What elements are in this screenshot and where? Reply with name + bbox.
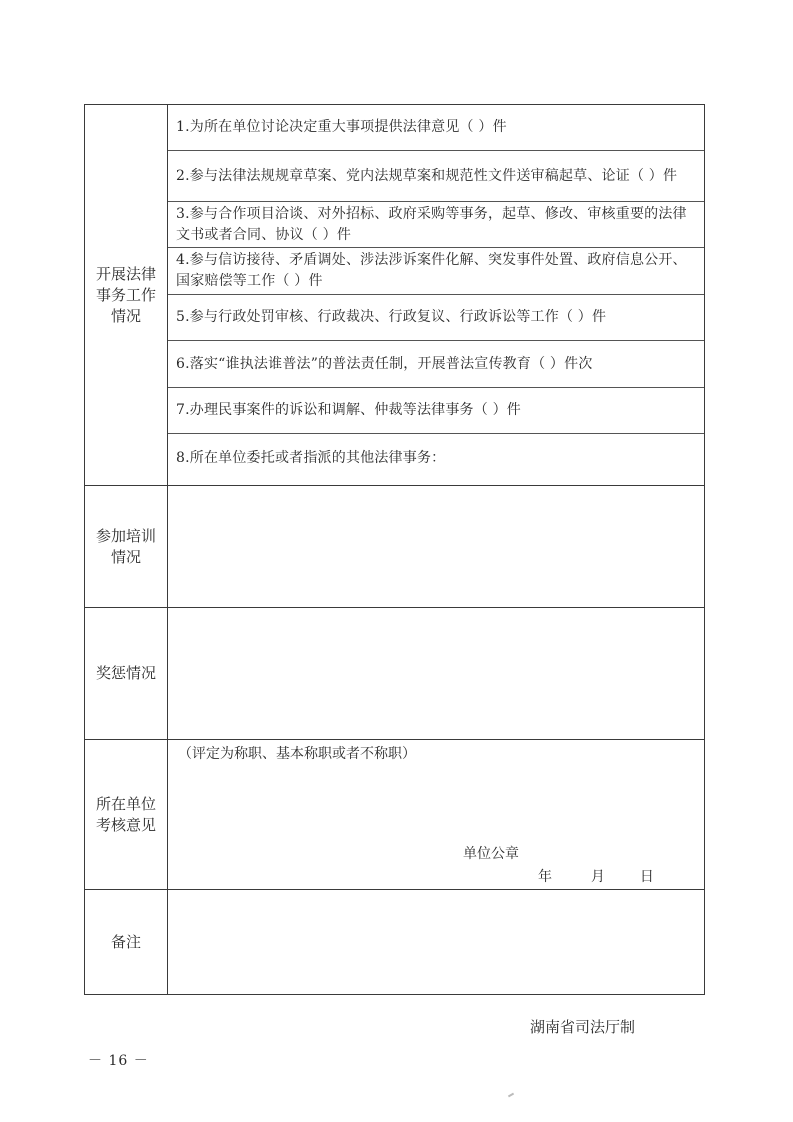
work-item-5: 5.参与行政处罚审核、行政裁决、行政复议、行政诉讼等工作（ ）件 [168, 295, 704, 341]
year-label: 年 [538, 869, 552, 885]
work-item-2: 2.参与法律法规规章草案、党内法规草案和规范性文件送审稿起草、论证（ ）件 [168, 151, 704, 202]
reward-content [168, 608, 704, 739]
day-label: 日 [639, 869, 654, 885]
remarks-content [168, 890, 704, 994]
reward-section-label: 奖惩情况 [95, 664, 156, 682]
work-item-7: 7.办理民事案件的诉讼和调解、仲裁等法律事务（ ）件 [168, 388, 704, 434]
work-item-1: 1.为所在单位讨论决定重大事项提供法律意见（ ）件 [168, 105, 704, 151]
work-section [85, 105, 704, 486]
work-items [168, 105, 704, 485]
work-item-3: 3.参与合作项目洽谈、对外招标、政府采购等事务，起草、修改、审核重要的法律文书或者合同、协议（ ）件 [168, 202, 704, 248]
reward-section-label-cell [85, 608, 168, 739]
date-line [538, 866, 654, 886]
work-item-6: 6.落实“谁执法谁普法”的普法责任制，开展普法宣传教育（ ）件次 [168, 341, 704, 388]
work-item-4: 4.参与信访接待、矛盾调处、涉法涉诉案件化解、突发事件处置、政府信息公开、国家赔偿等工作（ ）件 [168, 248, 704, 295]
training-section-label: 参加培训情况 [95, 526, 156, 566]
work-item-8: 8.所在单位委托或者指派的其他法律事务： [176, 450, 446, 466]
work-section-label-cell [85, 105, 168, 485]
remarks-section [85, 890, 704, 994]
page-number: － 16 － [88, 1053, 149, 1069]
month-label: 月 [590, 869, 605, 885]
form-table [84, 104, 705, 995]
issuer-label: 湖南省司法厅制 [530, 1018, 636, 1036]
training-content [168, 486, 704, 607]
scan-speck [508, 1093, 514, 1098]
training-section-label-cell [85, 486, 168, 607]
evaluation-note: （评定为称职、基本称职或者不称职） [178, 746, 416, 762]
unit-seal-label: 单位公章 [463, 846, 519, 862]
evaluation-content [168, 740, 704, 889]
work-section-label: 开展法律事务工作情况 [95, 264, 156, 325]
evaluation-section-label: 所在单位考核意见 [95, 794, 156, 834]
evaluation-section-label-cell [85, 740, 168, 889]
training-section [85, 486, 704, 608]
reward-section [85, 608, 704, 740]
evaluation-section [85, 740, 704, 890]
remarks-section-label: 备注 [110, 932, 141, 951]
remarks-section-label-cell [85, 890, 168, 994]
